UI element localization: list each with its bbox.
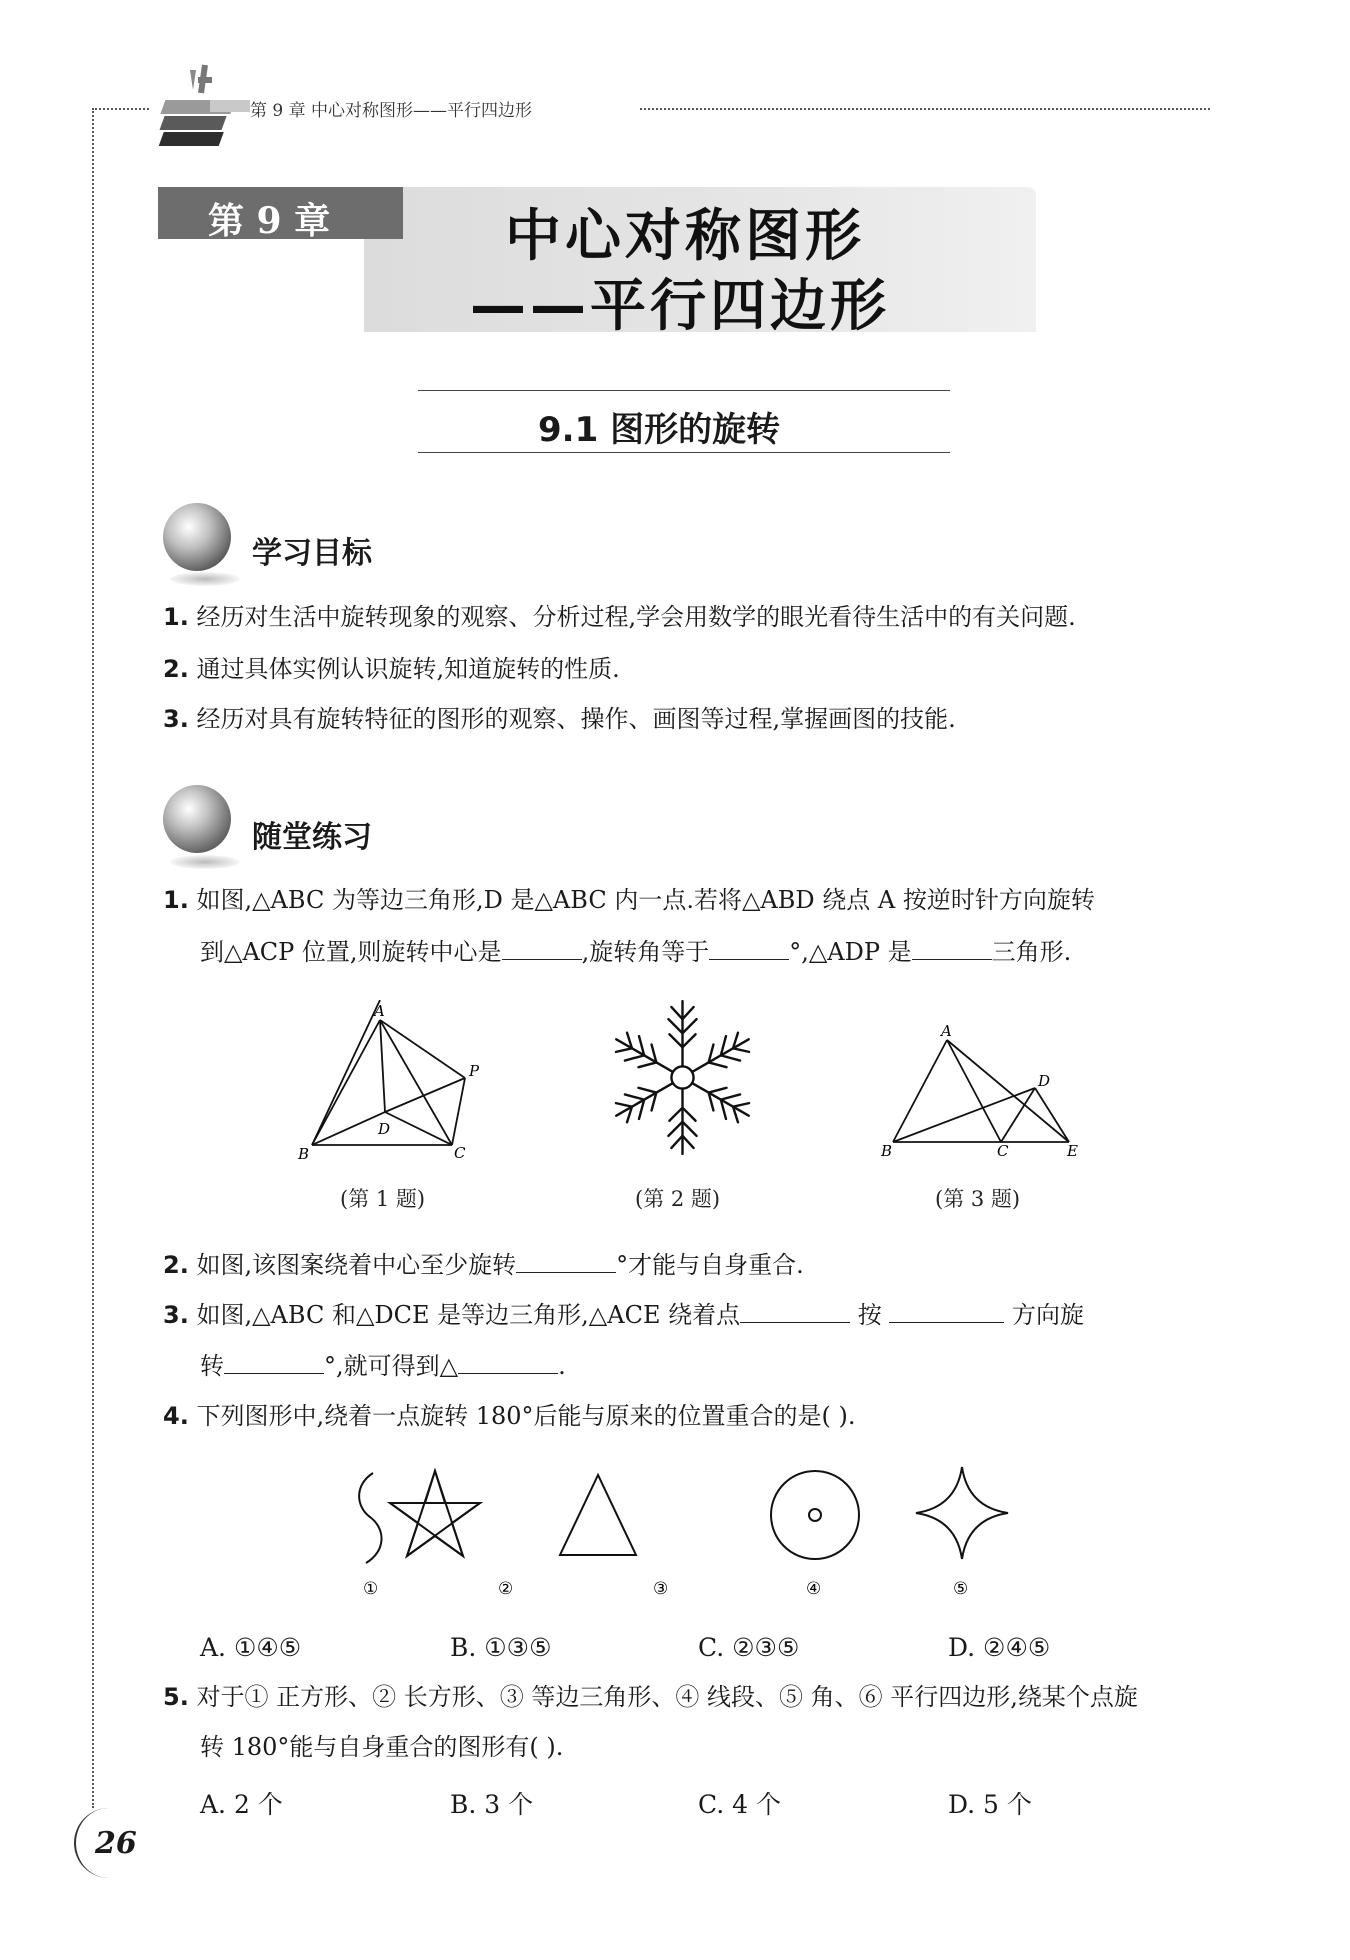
label-E: E	[1067, 1142, 1078, 1160]
answer-blank[interactable]	[224, 1372, 324, 1374]
question-text: °,就可得到△	[324, 1352, 459, 1380]
choice-d[interactable]: D. 5 个	[948, 1790, 1032, 1819]
margin-dotted-rule	[92, 108, 94, 1808]
page-number: 26	[95, 1826, 137, 1861]
answer-blank[interactable]	[458, 1372, 558, 1374]
objective-item	[163, 605, 1076, 629]
item-number: 1.	[163, 603, 189, 631]
practice-heading: 随堂练习	[252, 820, 372, 855]
question-1-line2	[200, 940, 1071, 964]
q4-shapes	[340, 1455, 1030, 1605]
label-D: D	[378, 1120, 391, 1138]
choice-b[interactable]: B. ①③⑤	[450, 1633, 552, 1662]
question-5-line2: 转 180°能与自身重合的图形有( ).	[200, 1733, 564, 1761]
question-number: 1.	[163, 886, 189, 914]
figure-1-triangle	[290, 1000, 490, 1170]
question-3-line1	[163, 1303, 1084, 1327]
chapter-tag-label: 第 9 章	[208, 200, 331, 242]
question-text: 按	[857, 1301, 882, 1329]
answer-blank[interactable]	[516, 1271, 616, 1273]
question-text: 三角形.	[991, 938, 1072, 966]
shape-label: ③	[653, 1579, 669, 1599]
section-rule-bottom	[418, 452, 950, 453]
question-number: 5.	[163, 1683, 189, 1711]
question-text: 如图,该图案绕着中心至少旋转	[196, 1251, 517, 1279]
question-text: 下列图形中,绕着一点旋转 180°后能与原来的位置重合的是( ).	[196, 1402, 856, 1430]
question-text: 对于① 正方形、② 长方形、③ 等边三角形、④ 线段、⑤ 角、⑥ 平行四边形,绕某个点旋	[196, 1683, 1138, 1711]
question-1-line1	[163, 888, 1095, 912]
section-rule-top	[418, 390, 950, 391]
choice-a[interactable]: A. 2 个	[200, 1790, 283, 1819]
inner-circle-shape	[809, 1509, 821, 1521]
answer-blank[interactable]	[502, 958, 582, 960]
answer-blank[interactable]	[889, 1321, 1004, 1323]
item-text: 通过具体实例认识旋转,知道旋转的性质.	[196, 655, 620, 683]
question-text: 方向旋	[1012, 1301, 1085, 1329]
item-text: 经历对具有旋转特征的图形的观察、操作、画图等过程,掌握画图的技能.	[196, 705, 956, 733]
question-text: 到△ACP 位置,则旋转中心是	[200, 938, 502, 966]
answer-blank[interactable]	[740, 1321, 850, 1323]
s-curve-shape	[359, 1473, 381, 1563]
globe-shadow	[170, 855, 240, 869]
question-number: 2.	[163, 1251, 189, 1279]
shape-label: ⑤	[953, 1579, 969, 1599]
question-text: °,△ADP 是	[789, 938, 912, 966]
chapter-title-line1: 中心对称图形	[505, 204, 865, 269]
question-number: 3.	[163, 1301, 189, 1329]
question-number: 4.	[163, 1402, 189, 1430]
item-number: 2.	[163, 655, 189, 683]
header-dotted-rule	[640, 108, 1210, 110]
question-text: ,旋转角等于	[581, 938, 710, 966]
snowflake-icon	[600, 995, 765, 1160]
shape-label: ②	[498, 1579, 514, 1599]
objective-item	[163, 707, 956, 731]
choice-a[interactable]: A. ①④⑤	[200, 1633, 302, 1662]
question-5-line1	[163, 1685, 1138, 1709]
label-B: B	[881, 1142, 893, 1160]
chapter-title-line2: ——平行四边形	[470, 274, 890, 339]
question-3-line2	[200, 1354, 566, 1378]
figure-3-triangles	[875, 1020, 1095, 1170]
question-text: 转	[200, 1352, 224, 1380]
triangle-shape	[560, 1475, 636, 1555]
sphere-icon	[163, 503, 231, 571]
four-point-star-shape	[916, 1467, 1008, 1559]
label-C: C	[997, 1142, 1009, 1160]
choice-c[interactable]: C. ②③⑤	[698, 1633, 800, 1662]
label-A: A	[374, 1002, 385, 1020]
question-4	[163, 1404, 856, 1428]
question-text: 如图,△ABC 和△DCE 是等边三角形,△ACE 绕着点	[196, 1301, 741, 1329]
item-text: 经历对生活中旋转现象的观察、分析过程,学会用数学的眼光看待生活中的有关问题.	[196, 603, 1076, 631]
question-text: °才能与自身重合.	[616, 1251, 804, 1279]
pentagram-lines	[390, 1471, 480, 1556]
shape-label: ④	[806, 1579, 822, 1599]
choice-b[interactable]: B. 3 个	[450, 1790, 534, 1819]
label-A: A	[941, 1022, 952, 1040]
section-title: 9.1 图形的旋转	[538, 410, 781, 450]
label-P: P	[469, 1062, 480, 1080]
running-head: 第 9 章 中心对称图形——平行四边形	[250, 101, 533, 121]
label-D: D	[1038, 1072, 1051, 1090]
figure-2-caption: (第 2 题)	[635, 1187, 721, 1211]
choice-d[interactable]: D. ②④⑤	[948, 1633, 1051, 1662]
figure-1-caption: (第 1 题)	[340, 1187, 426, 1211]
book-stack-icon	[150, 60, 260, 155]
answer-blank[interactable]	[709, 958, 789, 960]
choice-c[interactable]: C. 4 个	[698, 1790, 781, 1819]
globe-icon	[163, 785, 231, 853]
shape-label: ①	[363, 1579, 379, 1599]
chapter-tag	[158, 187, 403, 242]
objectives-heading: 学习目标	[252, 536, 372, 571]
figure-3-caption: (第 3 题)	[935, 1187, 1021, 1211]
label-C: C	[454, 1144, 466, 1162]
sphere-shadow	[170, 572, 240, 586]
item-number: 3.	[163, 705, 189, 733]
answer-blank[interactable]	[912, 958, 992, 960]
question-text: .	[558, 1352, 566, 1380]
label-B: B	[298, 1145, 310, 1163]
question-2	[163, 1253, 804, 1277]
outer-circle-shape	[771, 1471, 859, 1559]
objective-item	[163, 657, 620, 681]
question-text: 如图,△ABC 为等边三角形,D 是△ABC 内一点.若将△ABD 绕点 A 按逆时针方向旋转	[196, 886, 1095, 914]
